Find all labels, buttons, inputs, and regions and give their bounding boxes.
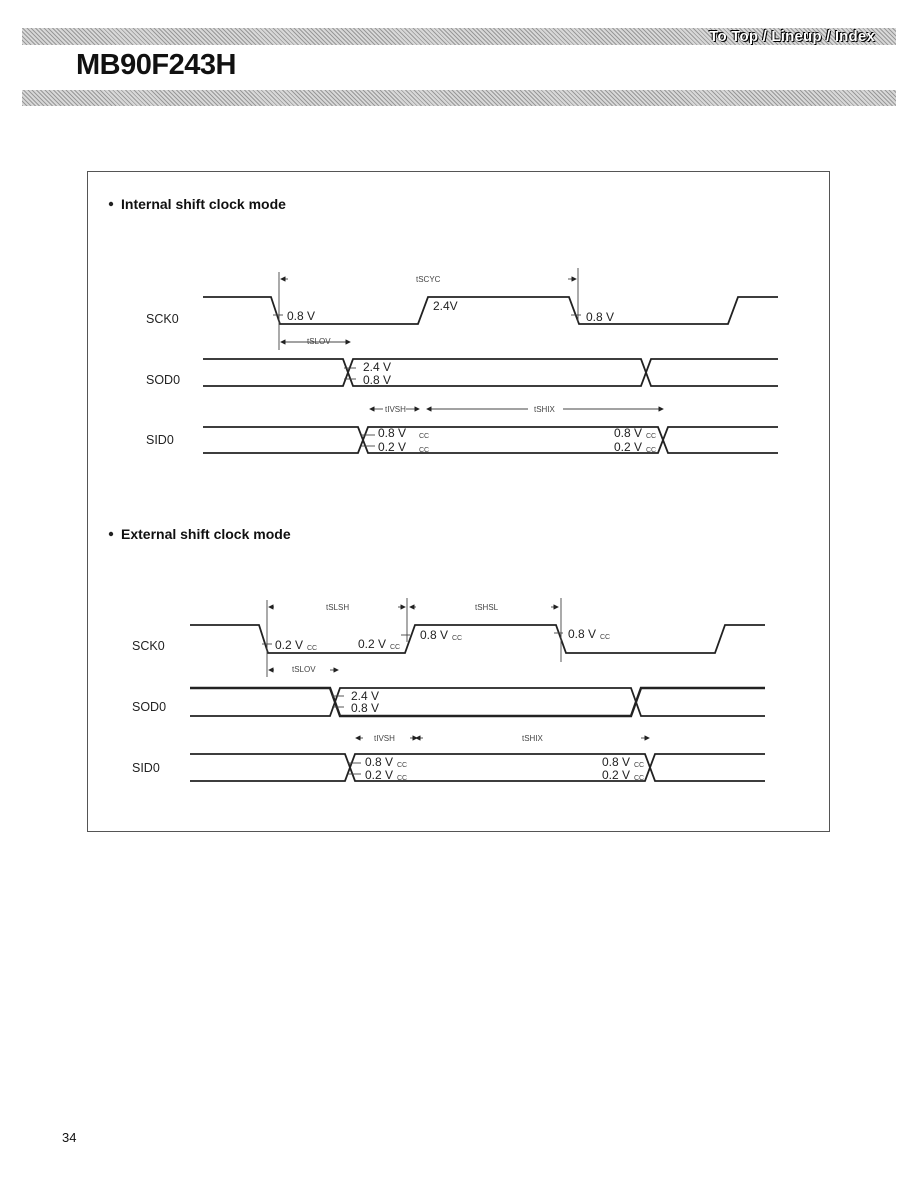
- int-tslov-label: tSLOV: [307, 337, 331, 346]
- ext-sid-level-low-a: 0.2 V: [365, 768, 394, 782]
- ext-sck-level-low-end: 0.2 V: [358, 637, 387, 651]
- ext-tslsh-label: tSLSH: [326, 603, 350, 612]
- vcc-subscript: CC: [307, 645, 318, 652]
- page-number: 34: [62, 1130, 77, 1145]
- int-sod0-waveform: [203, 359, 778, 386]
- int-sod-level-high: 2.4 V: [363, 360, 392, 374]
- nav-links[interactable]: To Top / Lineup / Index: [709, 28, 875, 45]
- int-sck0-label: SCK0: [146, 312, 179, 326]
- bullet-icon: [109, 532, 113, 536]
- vcc-subscript: CC: [452, 635, 463, 642]
- ext-sod0-label: SOD0: [132, 700, 167, 714]
- timing-diagram: [88, 172, 831, 833]
- vcc-subscript: CC: [634, 762, 645, 769]
- ext-sck-level-rise: 0.8 V: [420, 628, 449, 642]
- int-sid-level-low-b: 0.2 V: [614, 440, 643, 454]
- ext-sod0-waveform: [190, 688, 765, 716]
- external-mode-section: [109, 526, 765, 782]
- ext-sod-level-high: 2.4 V: [351, 689, 380, 703]
- int-sod0-label: SOD0: [146, 373, 181, 387]
- vcc-subscript: CC: [646, 447, 657, 454]
- int-tivsh-label: tIVSH: [385, 405, 406, 414]
- ext-sid-level-high-b: 0.8 V: [602, 755, 631, 769]
- vcc-subscript: CC: [419, 433, 430, 440]
- ext-sid0-label: SID0: [132, 761, 160, 775]
- document-title: MB90F243H: [76, 49, 236, 81]
- int-sck-level-rise: 2.4V: [433, 299, 458, 313]
- int-sck-level-fall2: 0.8 V: [586, 310, 615, 324]
- ext-tslov-label: tSLOV: [292, 665, 316, 674]
- int-sid0-waveform: [203, 427, 778, 453]
- int-sid-level-low-a: 0.2 V: [378, 440, 407, 454]
- int-sck-level-fall: 0.8 V: [287, 309, 316, 323]
- ext-sid0-waveform: [190, 754, 765, 781]
- int-sid-level-high-b: 0.8 V: [614, 426, 643, 440]
- internal-mode-section: [109, 196, 778, 454]
- vcc-subscript: CC: [390, 644, 401, 651]
- vcc-subscript: CC: [634, 775, 645, 782]
- ext-sck-level-fall2: 0.8 V: [568, 627, 597, 641]
- external-mode-heading: External shift clock mode: [121, 526, 291, 542]
- vcc-subscript: CC: [397, 762, 408, 769]
- internal-mode-heading: Internal shift clock mode: [121, 196, 286, 212]
- int-tshix-label: tSHIX: [534, 405, 555, 414]
- ext-sck0-label: SCK0: [132, 639, 165, 653]
- ext-sid-level-high-a: 0.8 V: [365, 755, 394, 769]
- int-tscyc-label: tSCYC: [416, 275, 441, 284]
- ext-tivsh-label: tIVSH: [374, 734, 395, 743]
- header-band-bottom: [22, 90, 896, 106]
- ext-tshsl-label: tSHSL: [475, 603, 499, 612]
- vcc-subscript: CC: [419, 447, 430, 454]
- ext-tshix-label: tSHIX: [522, 734, 543, 743]
- vcc-subscript: CC: [397, 775, 408, 782]
- ext-sck-level-fall: 0.2 V: [275, 638, 304, 652]
- ext-sid-level-low-b: 0.2 V: [602, 768, 631, 782]
- ext-sod-level-low: 0.8 V: [351, 701, 380, 715]
- int-sod-level-low: 0.8 V: [363, 373, 392, 387]
- timing-diagram-figure: [87, 171, 830, 832]
- vcc-subscript: CC: [600, 634, 611, 641]
- bullet-icon: [109, 202, 113, 206]
- vcc-subscript: CC: [646, 433, 657, 440]
- int-sid0-label: SID0: [146, 433, 174, 447]
- int-sid-level-high-a: 0.8 V: [378, 426, 407, 440]
